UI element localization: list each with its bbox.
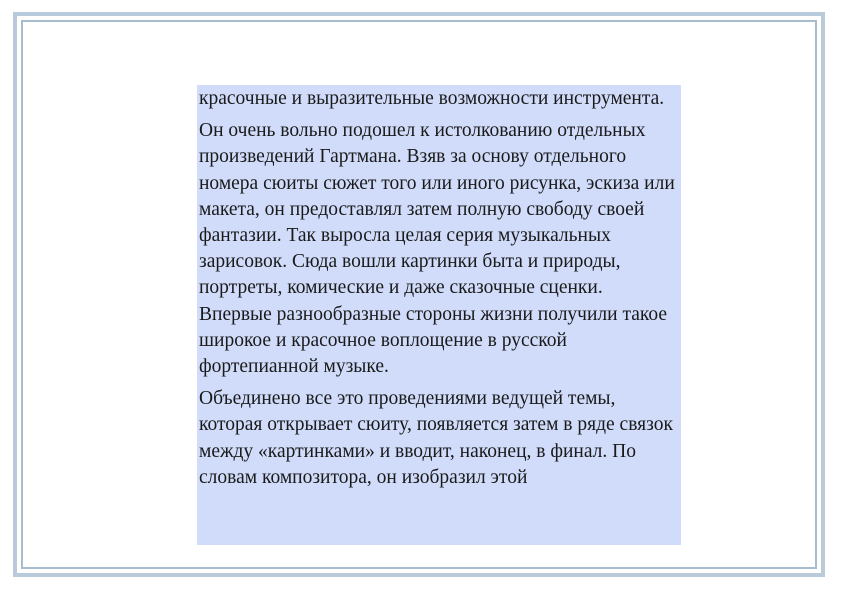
paragraph-3: Объединено все это проведениями ведущей темы, которая открывает сюиту, появляется затем в ряде связок между «картинками» и вводит, наконец, в финал. По словам композитора, он изобразил этой (199, 388, 673, 488)
paragraph-2: Он очень вольно подошел к истолкованию отдельных произведений Гартмана. Взяв за основу отдельного номера сюиты сюжет того или иного рисунка, эскиза или макета, он предоставлял затем полную свободу своей фантазии. Так выросла целая серия музыкальных зарисовок. Сюда вошли картинки быта и природы, портреты, комические и даже сказочные сценки. Впервые разнообразные стороны жизни получили такое широкое и красочное воплощение в русской фортепианной музыке. (199, 120, 675, 378)
text-block (197, 85, 681, 545)
paragraph-1: красочные и выразительные возможности инструмента. (199, 88, 665, 109)
